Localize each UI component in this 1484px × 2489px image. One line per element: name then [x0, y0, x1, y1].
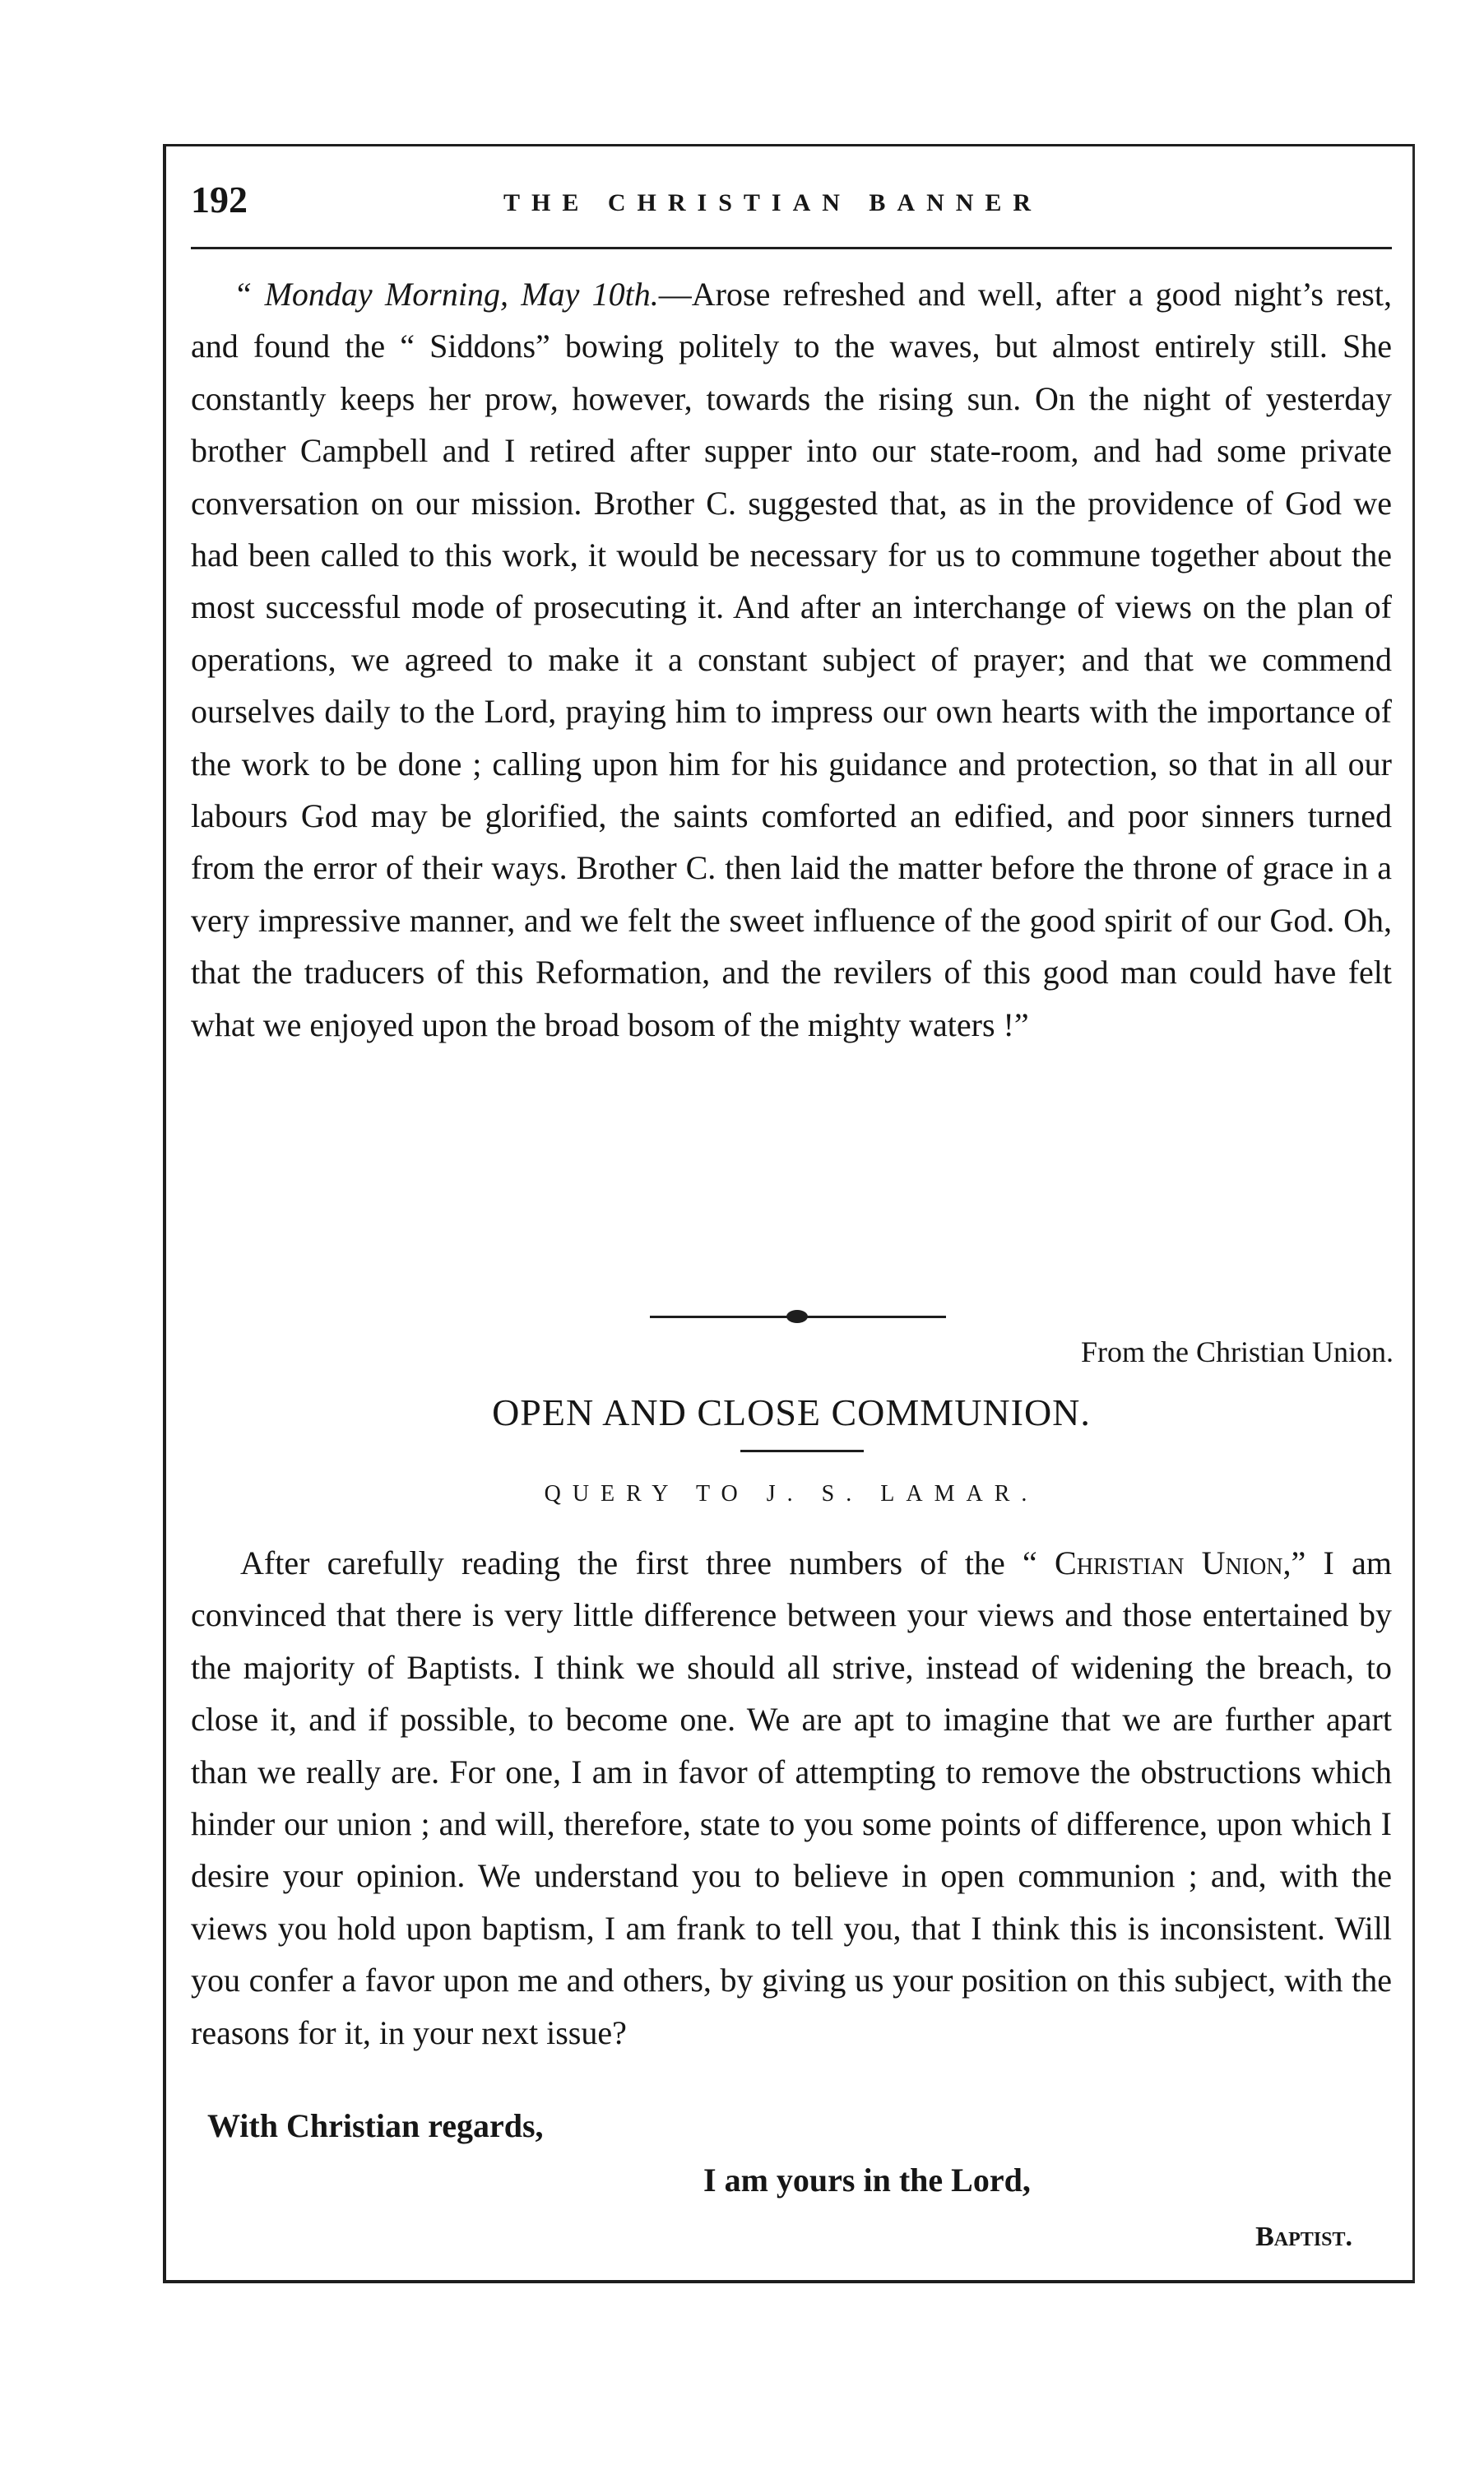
article-source: From the Christian Union.	[1081, 1335, 1394, 1368]
closing-regards: With Christian regards,	[207, 2107, 544, 2144]
divider-line-right	[806, 1316, 946, 1318]
article-subtitle: QUERY TO J. S. LAMAR.	[544, 1481, 1039, 1507]
signature: Baptist.	[1255, 2222, 1352, 2252]
diary-date-line: “ Monday Morning, May 10th.	[234, 276, 659, 313]
diary-body: —Arose refreshed and well, after a good night’s rest, and found the “ Siddons” bowing politely to the waves, but almost entirely still. She constantly keeps her prow, however, towards the rising sun. On the night of yesterday brother Campbell and I retired after supper into our state-room, and had some private conversation on our mission. Brother C. suggested that, as in the providence of God we had been called to this work, it would be necessary for us to commune together about the most successful mode of prosecuting it. And after an interchange of views on the plan of operations, we agreed to make it a constant subject of prayer; and that we commend ourselves daily to the Lord, praying him to impress our own hearts with the importance of the work to be done ; calling upon him for his guidance and protection, so that in all our labours God may be glorified, the saints comforted an edified, and poor sinners turned from the error of their ways. Brother C. then laid the matter before the throne of grace in a very impressive manner, and we felt the sweet influence of the good spirit of our God. Oh, that the traducers of this Reformation, and the revilers of this good man could have felt what we enjoyed upon the broad bosom of the mighty waters !”	[191, 276, 1392, 1043]
journal-name: Christian Union	[1055, 1544, 1283, 1581]
divider-line-left	[650, 1316, 790, 1318]
query-body-start: After carefully reading the first three numbers of the “	[240, 1544, 1055, 1581]
running-head: THE CHRISTIAN BANNER	[503, 189, 1043, 216]
closing-yours: I am yours in the Lord,	[703, 2162, 1031, 2199]
query-body-rest: ,” I am convinced that there is very little difference between your views and those entertained by the majority of Baptists. I think we should all strive, instead of widening the breach, to close it, and if possible, to become one. We are apt to imagine that we are further apart than we really are. For one, I am in favor of attempting to remove the obstructions which hinder our union ; and will, therefore, state to you some points of difference, upon which I desire your opinion. We understand you to believe in open communion ; and, with the views you hold upon baptism, I am frank to tell you, that I think this is inconsistent. Will you confer a favor upon me and others, by giving us your position on this subject, with the reasons for it, in your next issue?	[191, 1544, 1392, 2051]
query-paragraph	[191, 1537, 1392, 2059]
header-rule	[191, 247, 1392, 249]
diary-paragraph	[191, 268, 1392, 1051]
page-header	[191, 169, 1392, 235]
section-divider-ornament	[650, 1309, 946, 1326]
page-number: 192	[191, 179, 248, 221]
article-title: OPEN AND CLOSE COMMUNION.	[492, 1391, 1091, 1433]
title-rule	[740, 1450, 864, 1452]
divider-center-dot	[786, 1310, 808, 1323]
